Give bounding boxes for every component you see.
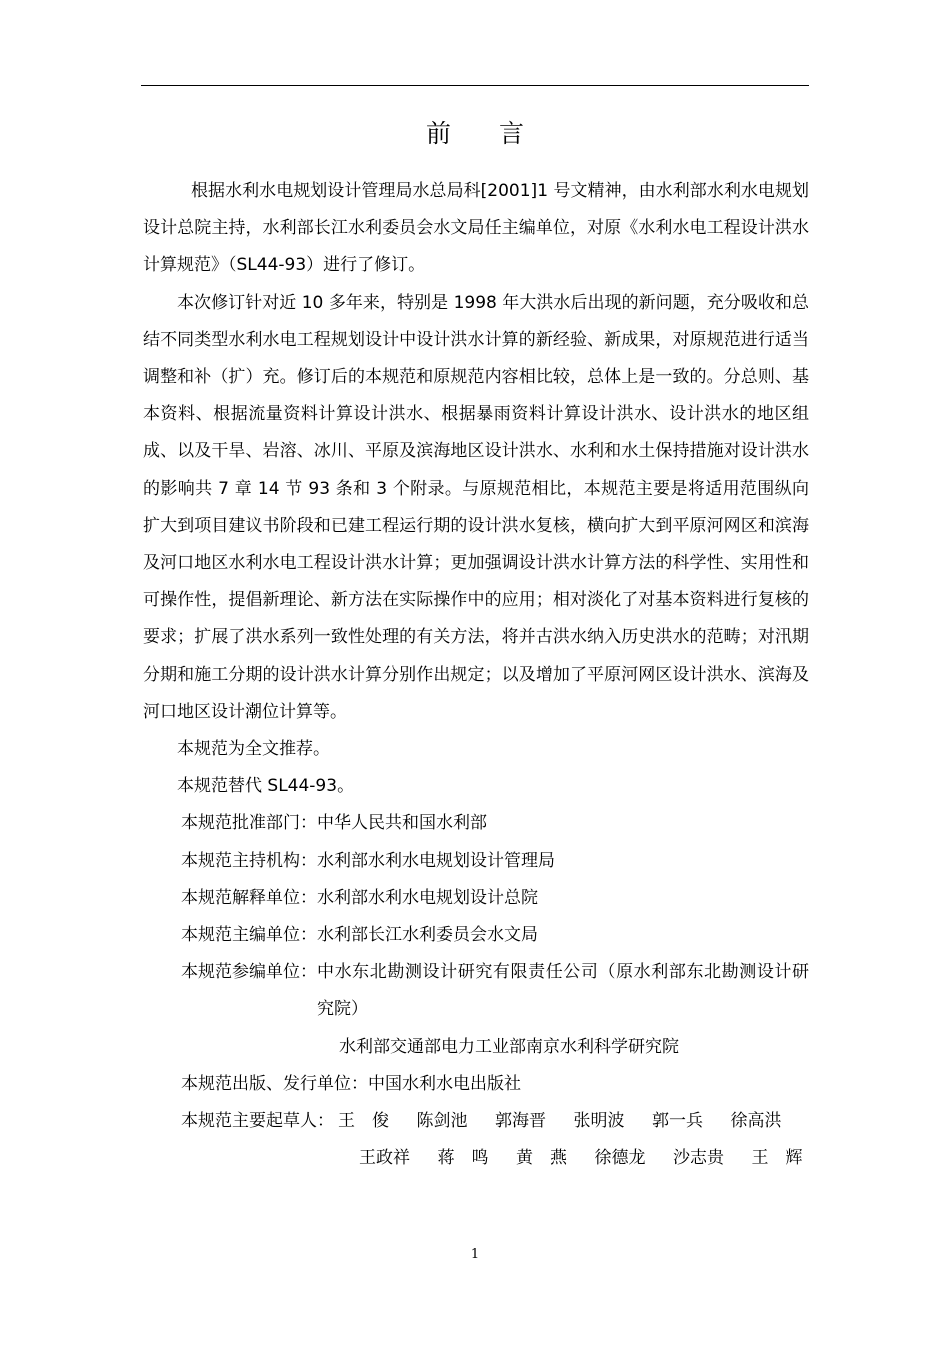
approval-value: 中华人民共和国水利部 (317, 813, 487, 834)
publisher-label: 本规范出版、发行单位： (181, 1073, 368, 1094)
approval-label: 本规范批准部门： (181, 813, 317, 834)
interpret-value: 水利部水利水电规划设计总院 (317, 887, 538, 908)
drafter-name: 郭海晋 (495, 1111, 546, 1132)
approval-row (143, 805, 809, 842)
interpret-label: 本规范解释单位： (181, 887, 317, 908)
drafters-names-2 (359, 1140, 830, 1177)
participants-value-1: 中水东北勘测设计研究有限责任公司（原水利部东北勘测设计研究院） (317, 962, 809, 1020)
drafters-row (143, 1103, 809, 1140)
drafter-name: 沙志贵 (673, 1148, 724, 1169)
participants-value-2: 水利部交通部电力工业部南京水利科学研究院 (339, 1036, 679, 1057)
drafter-name: 徐德龙 (594, 1148, 646, 1169)
drafters-label: 本规范主要起草人： (181, 1111, 334, 1132)
paragraph-4: 本规范替代 SL44-93。 (177, 776, 355, 797)
host-label: 本规范主持机构： (181, 850, 317, 871)
interpret-row (143, 880, 809, 917)
drafter-name: 王 辉 (751, 1148, 803, 1169)
participants-label: 本规范参编单位： (181, 962, 317, 983)
drafter-name: 蒋 鸣 (437, 1148, 489, 1169)
page-number: 1 (470, 1247, 480, 1262)
chief-label: 本规范主编单位： (181, 925, 317, 946)
drafter-name: 张明波 (573, 1111, 625, 1132)
drafters-row-2 (143, 1140, 809, 1177)
paragraph-3: 本规范为全文推荐。 (177, 739, 330, 760)
drafter-name: 郭一兵 (652, 1111, 703, 1132)
header-rule (141, 85, 809, 86)
page-title: 前言 (425, 119, 572, 148)
paragraph-1: 根据水利水电规划设计管理局水总局科[2001]1 号文精神，由水利部水利水电规划设计总院主持，水利部长江水利委员会水文局任主编单位，对原《水利水电工程设计洪水计算规范》（SL44-93）进行了修订。 (143, 181, 809, 276)
drafters-names-1 (338, 1103, 809, 1140)
drafter-name: 王 俊 (338, 1111, 389, 1132)
host-value: 水利部水利水电规划设计管理局 (317, 850, 555, 871)
drafter-name: 陈剑池 (416, 1111, 468, 1132)
host-row (143, 843, 809, 880)
drafter-name: 徐高洪 (730, 1111, 782, 1132)
chief-value: 水利部长江水利委员会水文局 (317, 925, 538, 946)
participants-row (143, 954, 809, 1028)
publisher-row (143, 1066, 809, 1103)
document-body (143, 173, 809, 1177)
drafter-name: 王政祥 (359, 1148, 410, 1169)
paragraph-2: 本次修订针对近 10 多年来，特别是 1998 年大洪水后出现的新问题，充分吸收和总结不同类型水利水电工程规划设计中设计洪水计算的新经验、新成果，对原规范进行适当调整和补（扩）充。修订后的本规范和原规范内容相比较，总体上是一致的。分总则、基本资料、根据流量资料计算设计洪水、根据暴雨资料计算设计洪水、设计洪水的地区组成、以及干旱、岩溶、冰川、平原及滨海地区设计洪水、水利和水土保持措施对设计洪水的影响共 7 章 14 节 93 条和 3 个附录。与原规范相比，本规范主要是将适用范围纵向扩大到项目建议书阶段和已建工程运行期的设计洪水复核，横向扩大到平原河网区和滨海及河口地区水利水电工程设计洪水计算；更加强调设计洪水计算方法的科学性、实用性和可操作性，提倡新理论、新方法在实际操作中的应用；相对淡化了对基本资料进行复核的要求；扩展了洪水系列一致性处理的有关方法，将并古洪水纳入历史洪水的范畴；对汛期分期和施工分期的设计洪水计算分别作出规定；以及增加了平原河网区设计洪水、滨海及河口地区设计潮位计算等。 (143, 292, 809, 722)
chief-row (143, 917, 809, 954)
publisher-value: 中国水利水电出版社 (368, 1073, 521, 1094)
drafter-name: 黄 燕 (516, 1148, 567, 1169)
